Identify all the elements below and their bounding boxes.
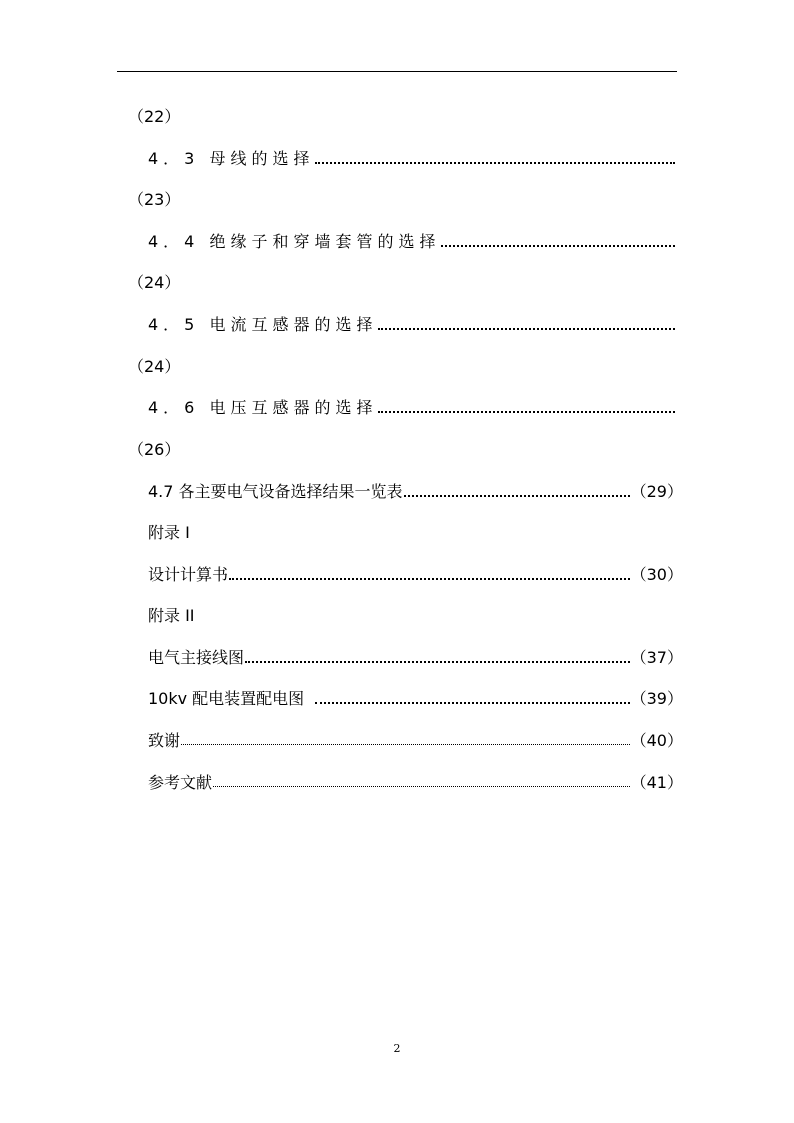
toc-page-number: （40）: [630, 731, 683, 750]
toc-leader-dots: [213, 771, 630, 795]
toc-appendix-2-title[interactable]: [148, 604, 683, 628]
toc-page-number: （24）: [128, 357, 181, 376]
toc-leader-dots: [441, 230, 675, 254]
toc-entry-4-7[interactable]: [148, 480, 683, 504]
toc-entry-label: 电气主接线图: [148, 648, 245, 667]
toc-entry-label: 4.7 各主要电气设备选择结果一览表: [148, 482, 403, 501]
toc-entry-thanks[interactable]: [148, 729, 683, 753]
toc-appendix-1-title[interactable]: [148, 521, 683, 545]
toc-leader-dots: [245, 646, 630, 670]
toc-entry-4-6[interactable]: [148, 396, 676, 420]
toc-leader-dots: [181, 729, 630, 753]
toc-entry-calc-book[interactable]: [148, 563, 683, 587]
toc-entry-label: 附录 II: [148, 606, 195, 625]
toc-continuation-page: [128, 188, 180, 212]
toc-leader-dots: [404, 480, 630, 504]
header-rule: [117, 71, 677, 72]
toc-entry-label: 4．6 电压互感器的选择: [148, 398, 378, 417]
toc-continuation-page: [128, 355, 180, 379]
toc-entry-4-5[interactable]: [148, 313, 676, 337]
toc-entry-label: 致谢: [148, 731, 181, 750]
toc-page-number: （30）: [630, 565, 683, 584]
toc-entry-4-4[interactable]: [148, 230, 676, 254]
toc-leader-dots: [315, 147, 675, 171]
toc-entry-distribution[interactable]: [148, 687, 683, 711]
toc-page-number: （37）: [630, 648, 683, 667]
toc-entry-main-wiring[interactable]: [148, 646, 683, 670]
toc-page-number: （41）: [630, 773, 683, 792]
toc-page-number: （29）: [630, 482, 683, 501]
toc-leader-dots: [315, 687, 629, 711]
toc-leader-dots: [229, 563, 630, 587]
toc-entry-references[interactable]: [148, 771, 683, 795]
footer-page-number: 2: [393, 1042, 401, 1055]
toc-page-number: （26）: [128, 440, 181, 459]
toc-entry-label: 参考文献: [148, 773, 213, 792]
toc-continuation-page: [128, 438, 180, 462]
toc-page-number: （22）: [128, 107, 181, 126]
toc-page-number: （23）: [128, 190, 181, 209]
toc-leader-dots: [378, 313, 675, 337]
toc-entry-4-3[interactable]: [148, 147, 676, 171]
toc-entry-label: 4．5 电流互感器的选择: [148, 315, 378, 334]
toc-continuation-page: [128, 105, 180, 129]
toc-entry-label: 设计计算书: [148, 565, 229, 584]
toc-entry-label: 4．3 母线的选择: [148, 149, 315, 168]
toc-page-number: （24）: [128, 273, 181, 292]
toc-leader-dots: [378, 396, 675, 420]
toc-entry-label: 10kv 配电装置配电图: [148, 689, 310, 708]
toc-entry-label: 4．4 绝缘子和穿墙套管的选择: [148, 232, 441, 251]
toc-page-number: （39）: [630, 689, 683, 708]
toc-continuation-page: [128, 271, 180, 295]
toc-entry-label: 附录 I: [148, 523, 190, 542]
